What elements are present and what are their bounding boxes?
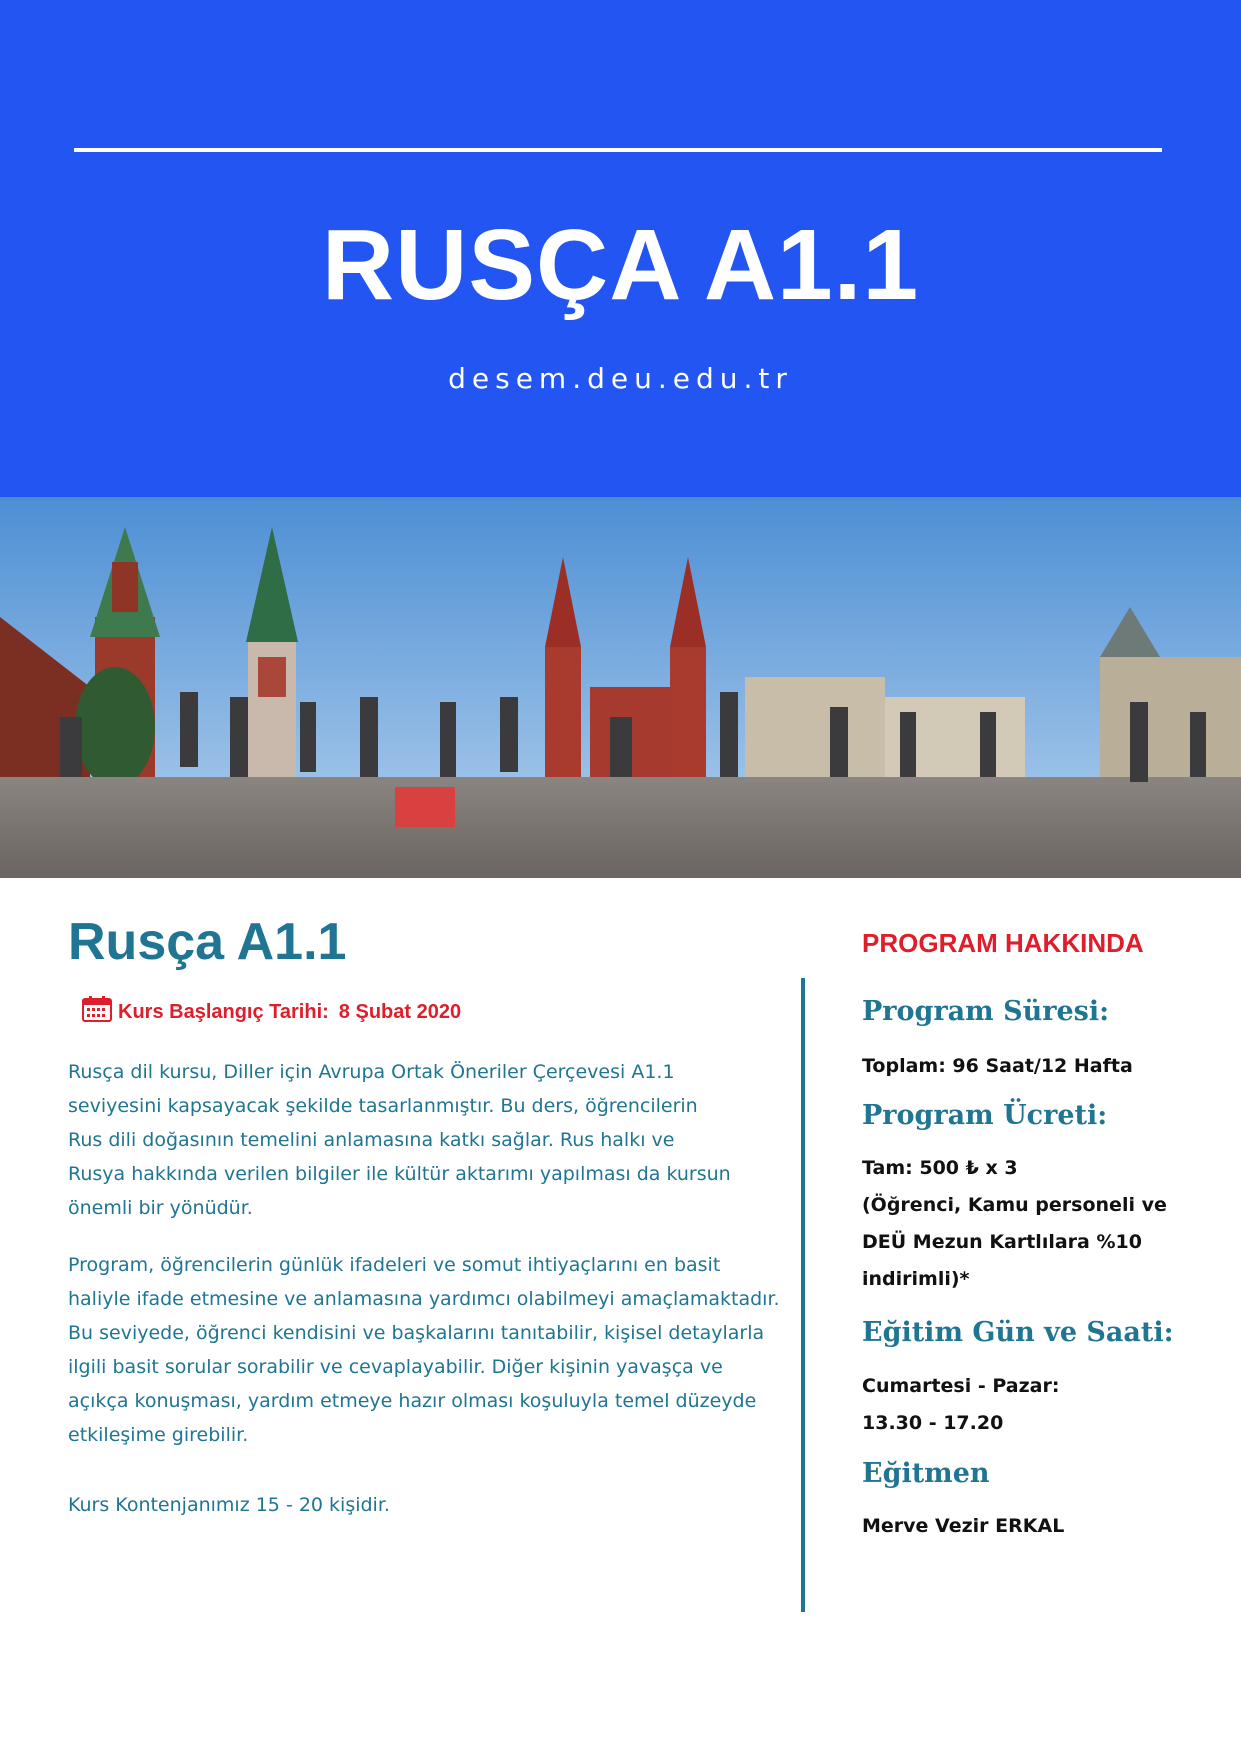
header-banner [0,0,1241,497]
description-line: etkileşime girebilir. [68,1424,249,1446]
fee-line: Tam: 500 ₺ x 3 [862,1157,1018,1179]
description-paragraph-2 [68,1248,788,1452]
description-line: açıkça konuşması, yardım etmeye hazır olması koşuluyla temel düzeyde [68,1390,757,1412]
schedule-value [862,1368,1059,1442]
duration-label: Program Süresi: [862,996,1110,1027]
fee-value [862,1150,1167,1298]
schedule-label: Eğitim Gün ve Saati: [862,1317,1174,1348]
description-paragraph-1 [68,1055,788,1225]
description-line: seviyesini kapsayacak şekilde tasarlanmıştır. Bu ders, öğrencilerin [68,1095,698,1117]
description-line: Program, öğrencilerin günlük ifadeleri ve somut ihtiyaçlarını en basit [68,1254,721,1276]
description-line: Rusya hakkında verilen bilgiler ile kültür aktarımı yapılması da kursun [68,1163,731,1185]
instructor-text: Merve Vezir ERKAL [862,1515,1065,1537]
instructor-name [862,1508,1064,1545]
schedule-line: Cumartesi - Pazar: [862,1375,1060,1397]
description-line: önemli bir yönüdür. [68,1197,253,1219]
start-date-label: Kurs Başlangıç Tarihi: [118,1000,329,1023]
start-date-value: 8 Şubat 2020 [338,1000,462,1023]
description-line: ilgili basit sorular sorabilir ve cevaplayabilir. Diğer kişinin yavaşça ve [68,1356,723,1378]
fee-label: Program Ücreti: [862,1100,1108,1131]
fee-line: (Öğrenci, Kamu personeli ve [862,1194,1167,1216]
start-date-row [82,996,461,1028]
description-line: haliyle ifade etmesine ve anlamasına yardımcı olabilmeyi amaçlamaktadır. [68,1288,780,1310]
description-line: Bu seviyede, öğrenci kendisini ve başkalarını tanıtabilir, kişisel detaylarla [68,1322,765,1344]
header-title: RUSÇA A1.1 [321,209,920,321]
program-info-heading: PROGRAM HAKKINDA [862,928,1144,958]
column-divider [801,978,805,1612]
fee-line: DEÜ Mezun Kartlılara %10 [862,1231,1142,1253]
instructor-label: Eğitmen [862,1458,990,1489]
fee-line: indirimli)* [862,1268,970,1290]
course-title: Rusça A1.1 [68,913,347,971]
description-line: Rusça dil kursu, Diller için Avrupa Ortak Öneriler Çerçevesi A1.1 [68,1061,675,1083]
duration-value [862,1048,1133,1085]
capacity-text: Kurs Kontenjanımız 15 - 20 kişidir. [68,1494,390,1516]
duration-text: Toplam: 96 Saat/12 Hafta [862,1055,1133,1077]
red-square-photo [0,497,1241,878]
schedule-line: 13.30 - 17.20 [862,1412,1004,1434]
header-website: desem.deu.edu.tr [448,362,793,395]
description-line: Rus dili doğasının temelini anlamasına katkı sağlar. Rus halkı ve [68,1129,675,1151]
header-divider-line [74,148,1162,152]
calendar-icon [82,996,112,1028]
